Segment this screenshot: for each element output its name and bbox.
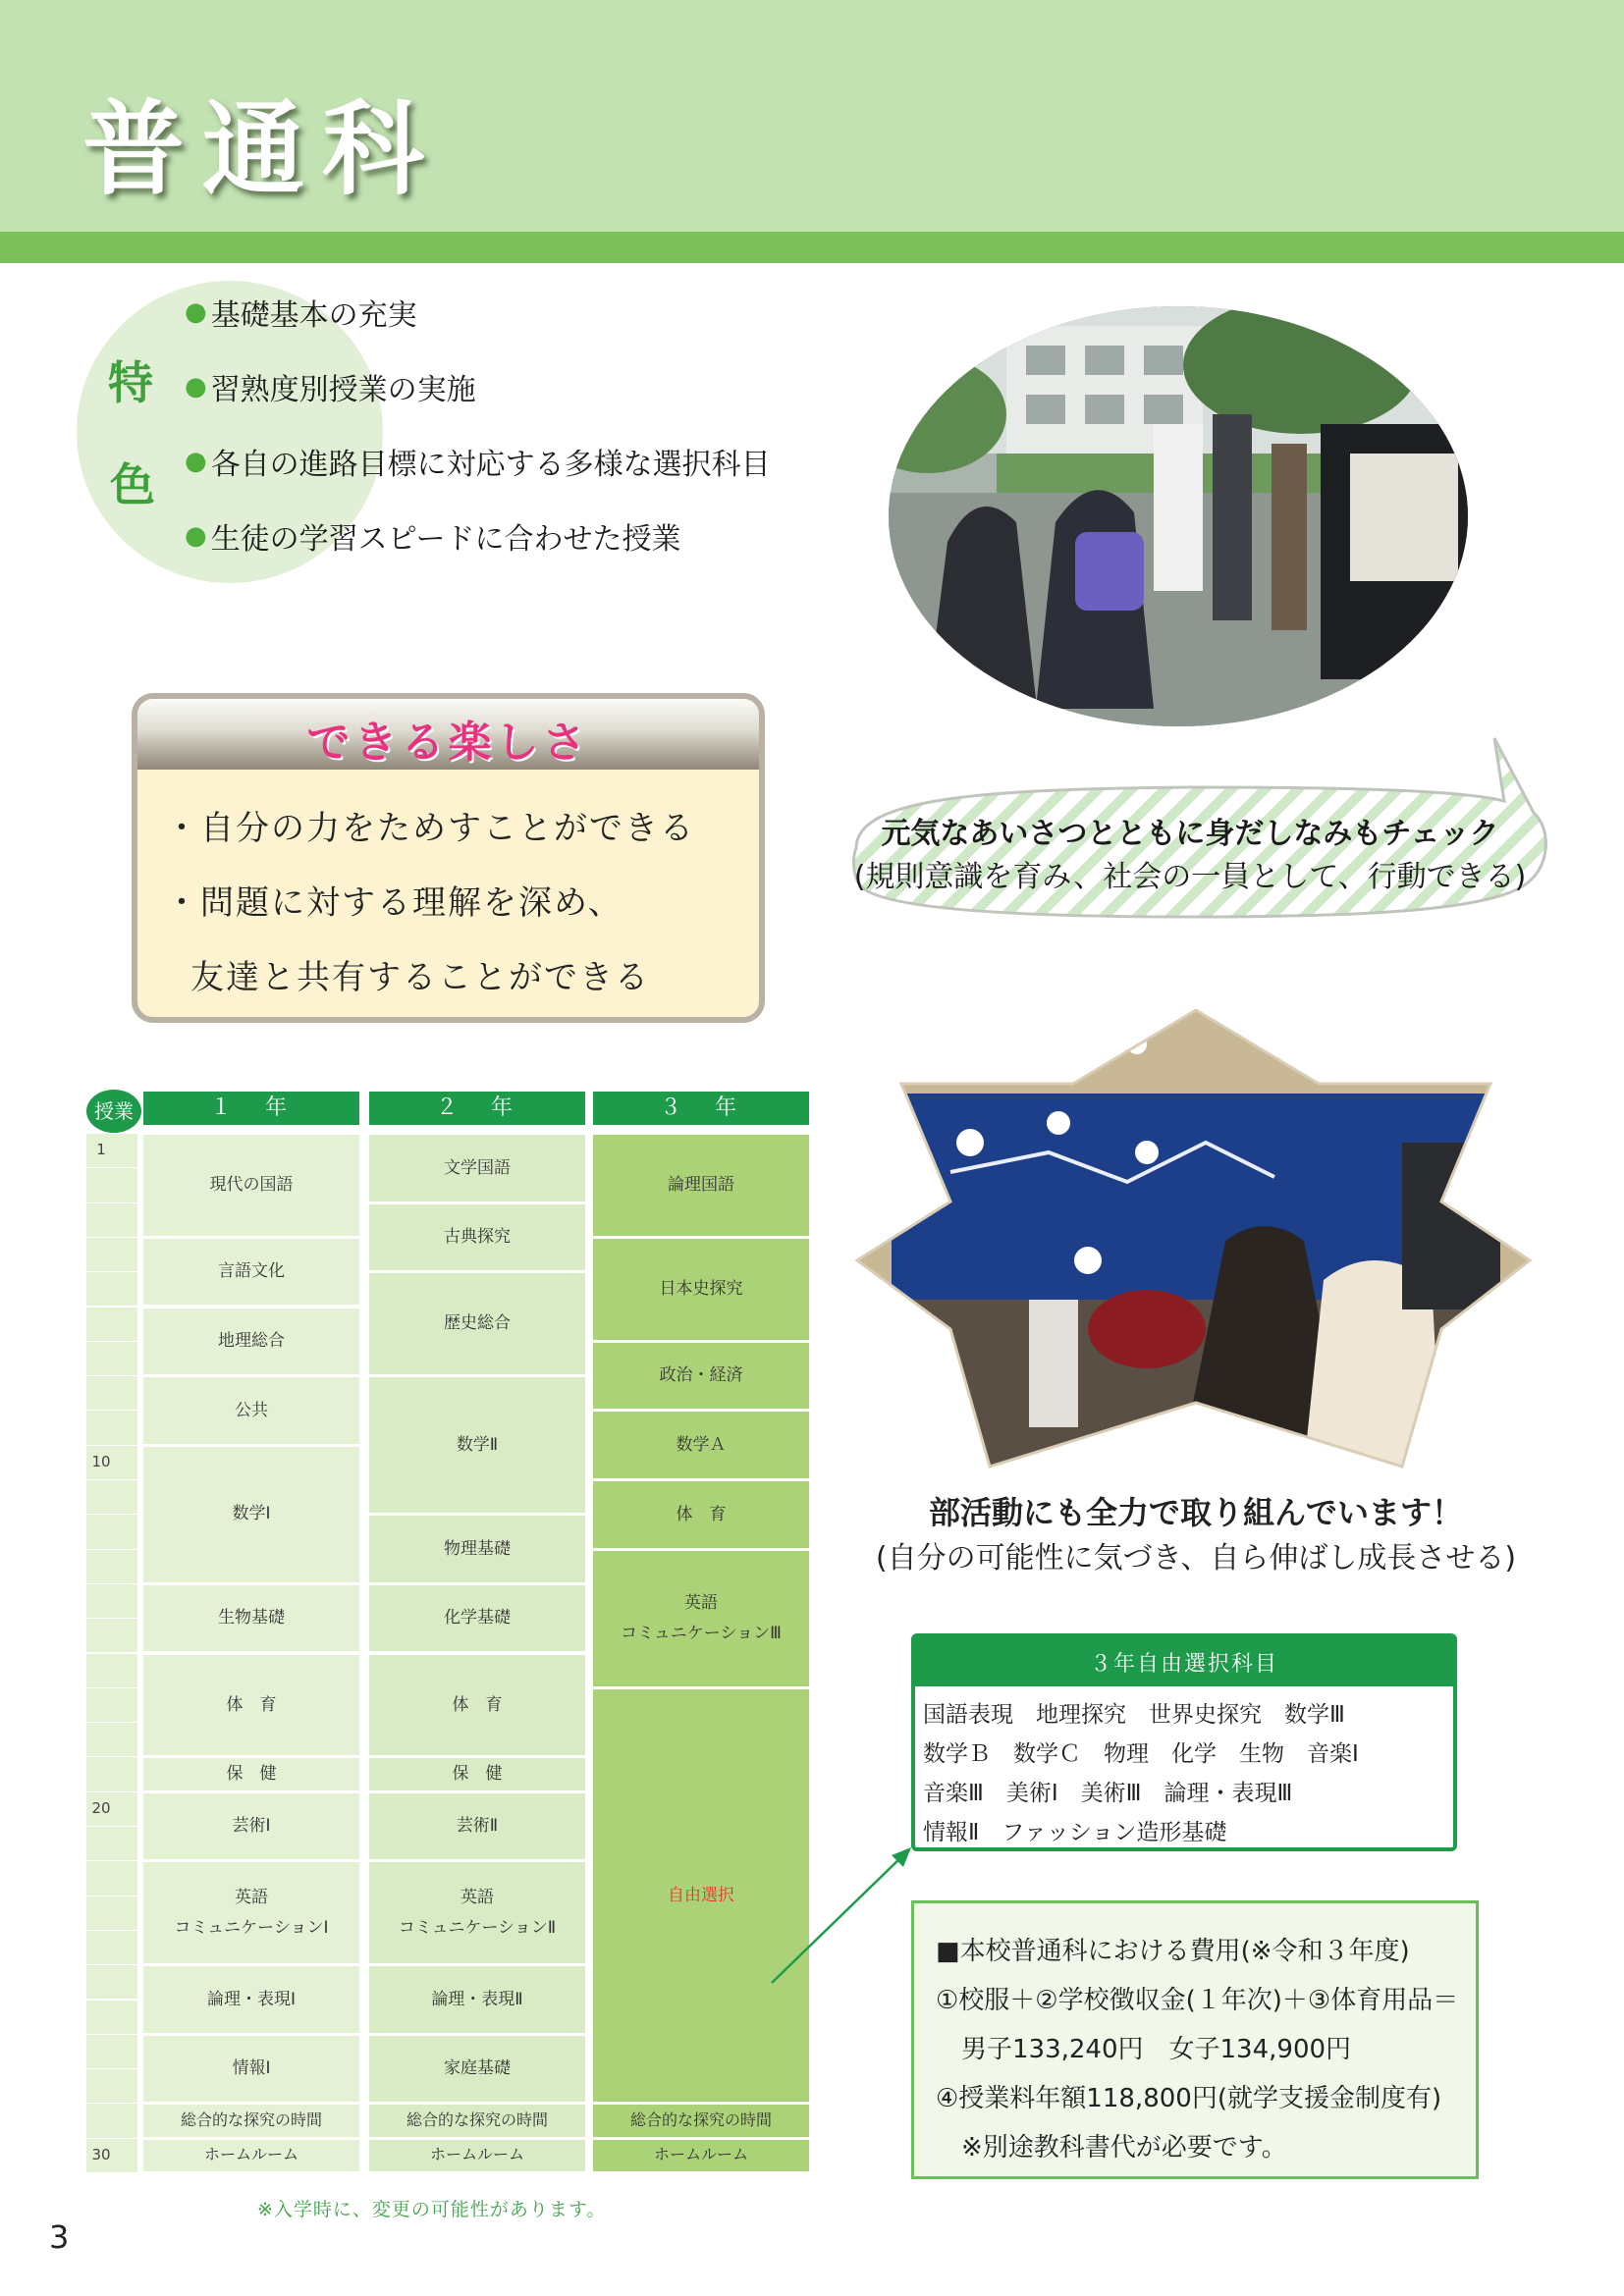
footnote: ※入学時に、変更の可能性があります。 [257, 2199, 607, 2220]
subject-label: 体 育 [452, 1694, 503, 1715]
subject-label: 英語 [235, 1888, 268, 1908]
subject-label: １ 年 [209, 1095, 293, 1121]
subject-cell [369, 1585, 585, 1652]
subject-cell [369, 1516, 585, 1582]
subject-label: 数学Ⅰ [232, 1504, 271, 1524]
bubble-line-2: (規則意識を育み、社会の一員として、行動できる) [853, 860, 1527, 894]
row-cell [86, 1479, 137, 1514]
row-cell [86, 1549, 137, 1583]
subject-label: 歴史総合 [444, 1313, 511, 1334]
feature-item: ● 生徒の学習スピードに合わせた授業 [185, 521, 681, 557]
row-cell [86, 1687, 137, 1722]
subject-label: 30 [91, 2145, 111, 2163]
feature-item: ● 習熟度別授業の実施 [185, 372, 476, 407]
subject-label: 文学国語 [444, 1157, 511, 1178]
row-cell [86, 1826, 137, 1860]
subject-cell [593, 1343, 809, 1410]
subject-label: 芸術Ⅱ [456, 1816, 499, 1837]
row-cell [86, 2068, 137, 2103]
row-cell [86, 1896, 137, 1930]
subject-label: コミュニケーションⅠ [174, 1917, 329, 1938]
subject-cell [593, 1551, 809, 1686]
row-cell [86, 1860, 137, 1895]
subject-label: 数学Ａ [676, 1434, 727, 1455]
bubble-line-1: 元気なあいさつとともに身だしなみもチェック [881, 817, 1499, 851]
greeting-photo [889, 306, 1468, 726]
subject-cell [369, 1966, 585, 2033]
subject-cell [143, 2140, 359, 2171]
subject-cell [143, 1862, 359, 1963]
subject-cell [369, 1862, 585, 1963]
subject-cell [143, 1793, 359, 1860]
bullet-icon: ● [185, 372, 207, 401]
row-cell [86, 1237, 137, 1271]
subject-label: 論理・表現Ⅰ [206, 1989, 296, 2009]
subject-label: 公共 [235, 1400, 268, 1420]
subject-label: ホームルーム [203, 2145, 298, 2164]
fees-line: ④授業料年額118,800円(就学支援金制度有) [936, 2084, 1442, 2113]
subject-label: 20 [91, 1798, 111, 1817]
electives-row: 音楽Ⅲ 美術Ⅰ 美術Ⅲ 論理・表現Ⅲ [923, 1781, 1293, 1806]
timetable [86, 1090, 807, 2179]
electives-row: 数学Ｂ 数学Ｃ 物理 化学 生物 音楽Ⅰ [923, 1741, 1359, 1767]
subject-cell [143, 1135, 359, 1236]
club-caption-1: 部活動にも全力で取り組んでいます！ [928, 1494, 1463, 1531]
subject-cell [369, 1758, 585, 1789]
subject-cell [593, 1412, 809, 1478]
electives-row: 国語表現 地理探究 世界史探究 数学Ⅲ [923, 1702, 1345, 1728]
row-cell [86, 1167, 137, 1201]
row-cell [86, 2034, 137, 2068]
subject-label: コミュニケーションⅢ [621, 1623, 782, 1643]
row-cell [86, 1375, 137, 1410]
subject-cell [143, 1655, 359, 1756]
bullet-icon: ● [185, 521, 207, 551]
row-cell [86, 2103, 137, 2137]
subject-label: ３ 年 [659, 1095, 742, 1121]
year-header [369, 1092, 585, 1125]
electives-box [911, 1633, 1457, 1851]
subject-label: 10 [91, 1452, 111, 1470]
subject-label: 総合的な探究の時間 [629, 2110, 772, 2130]
timetable-grid [86, 1090, 807, 2179]
fees-box [911, 1900, 1479, 2179]
bullet-icon: ● [185, 447, 207, 476]
subject-label: 言語文化 [218, 1261, 285, 1282]
year-header [593, 1092, 809, 1125]
subject-cell [143, 2105, 359, 2136]
subject-cell [143, 1239, 359, 1306]
subject-label: 1 [96, 1141, 106, 1159]
subject-cell [143, 1447, 359, 1582]
subject-cell [143, 1758, 359, 1789]
dekiru-box [132, 693, 765, 1023]
row-cell [86, 1341, 137, 1375]
subject-label: 体 育 [676, 1504, 727, 1524]
fees-line: ①校服＋②学校徴収金(１年次)＋③体育用品＝ [936, 1986, 1459, 2015]
fees-line: ※別途教科書代が必要です。 [936, 2133, 1287, 2163]
dekiru-line: ・自分の力をためすことができる [165, 809, 695, 848]
row-cell [86, 1514, 137, 1548]
row-cell [86, 1964, 137, 1999]
subject-label: 英語 [460, 1888, 494, 1908]
subject-label: 論理国語 [668, 1175, 734, 1196]
subject-cell [593, 1135, 809, 1236]
subject-label: 生物基礎 [218, 1608, 285, 1629]
row-cell [86, 1583, 137, 1618]
subject-cell [143, 1585, 359, 1652]
feature-item: ● 各自の進路目標に対応する多様な選択科目 [185, 447, 771, 482]
header-bar [0, 232, 1624, 263]
row-number [86, 1133, 116, 1167]
subject-cell [593, 1481, 809, 1548]
subject-cell [369, 1655, 585, 1756]
row-cell [86, 1202, 137, 1237]
subject-cell [593, 2140, 809, 2171]
subject-cell [593, 2105, 809, 2136]
electives-row: 情報Ⅱ ファッション造形基礎 [923, 1820, 1227, 1845]
subject-label: 自由選択 [668, 1885, 734, 1905]
subject-label: 古典探究 [444, 1227, 511, 1248]
row-cell [86, 1722, 137, 1756]
dekiru-line: 友達と共有することができる [190, 958, 650, 997]
subject-label: ホームルーム [429, 2145, 524, 2164]
subject-label: 芸術Ⅰ [232, 1816, 271, 1837]
row-number [86, 1445, 116, 1479]
subject-label: 英語 [684, 1593, 718, 1614]
subject-label: 政治・経済 [659, 1365, 743, 1386]
subject-cell [369, 2140, 585, 2171]
feature-item: ● 基礎基本の充実 [185, 297, 417, 333]
subject-label: 論理・表現Ⅱ [431, 1989, 523, 2009]
subject-label: 物理基礎 [444, 1538, 511, 1559]
row-number [86, 1791, 116, 1826]
subject-cell [593, 1239, 809, 1340]
timetable-corner-label [86, 1090, 141, 1133]
year-header [143, 1092, 359, 1125]
subject-label: コミュニケーションⅡ [398, 1917, 557, 1938]
page-number: 3 [49, 2218, 70, 2256]
subject-cell [369, 1135, 585, 1201]
row-cell [86, 1271, 137, 1306]
subject-label: 日本史探究 [659, 1279, 743, 1300]
club-caption-2: (自分の可能性に気づき、自ら伸ばし成長させる) [875, 1541, 1517, 1575]
row-number [86, 2138, 116, 2172]
dekiru-title: できる楽しさ [306, 718, 590, 768]
row-cell [86, 1307, 137, 1341]
bullet-icon: ● [185, 297, 207, 327]
subject-label: 情報Ⅰ [232, 2058, 271, 2079]
subject-cell [369, 2036, 585, 2103]
club-photo [852, 1005, 1540, 1472]
subject-cell [369, 2105, 585, 2136]
subject-label: ２ 年 [435, 1095, 518, 1121]
subject-label: 体 育 [226, 1694, 277, 1715]
row-cell [86, 1930, 137, 1964]
subject-cell [143, 1308, 359, 1375]
electives-title: ３年自由選択科目 [915, 1637, 1453, 1686]
subject-label: 総合的な探究の時間 [406, 2110, 548, 2130]
subject-label: 保 健 [226, 1764, 277, 1785]
subject-label: 総合的な探究の時間 [180, 2110, 322, 2130]
subject-label: 保 健 [452, 1764, 503, 1785]
subject-label: 地理総合 [218, 1331, 285, 1351]
row-cell [86, 1618, 137, 1652]
subject-label: ホームルーム [653, 2145, 748, 2164]
subject-label: 授業 [94, 1099, 134, 1123]
row-cell [86, 1653, 137, 1687]
subject-label: 現代の国語 [209, 1175, 294, 1196]
pointer-arrow [766, 1836, 923, 1993]
speech-bubble [817, 730, 1563, 946]
subject-cell [369, 1377, 585, 1513]
dekiru-line: ・問題に対する理解を深め、 [165, 883, 623, 923]
page-title: 普通科 [82, 88, 443, 209]
subject-cell [369, 1793, 585, 1860]
features-label-top: 特 [108, 356, 153, 409]
subject-label: 化学基礎 [444, 1608, 511, 1629]
subject-cell [143, 1377, 359, 1444]
subject-cell [143, 2036, 359, 2103]
subject-label: 家庭基礎 [444, 2058, 511, 2079]
subject-cell [369, 1273, 585, 1374]
subject-cell [143, 1966, 359, 2033]
subject-label: 数学Ⅱ [456, 1434, 499, 1455]
fees-line: ■本校普通科における費用(※令和３年度) [936, 1937, 1410, 1966]
features-label-bottom: 色 [110, 458, 155, 511]
fees-line: 男子133,240円 女子134,900円 [936, 2035, 1352, 2064]
subject-cell [369, 1204, 585, 1271]
row-cell [86, 2000, 137, 2034]
row-cell [86, 1756, 137, 1790]
row-cell [86, 1410, 137, 1444]
